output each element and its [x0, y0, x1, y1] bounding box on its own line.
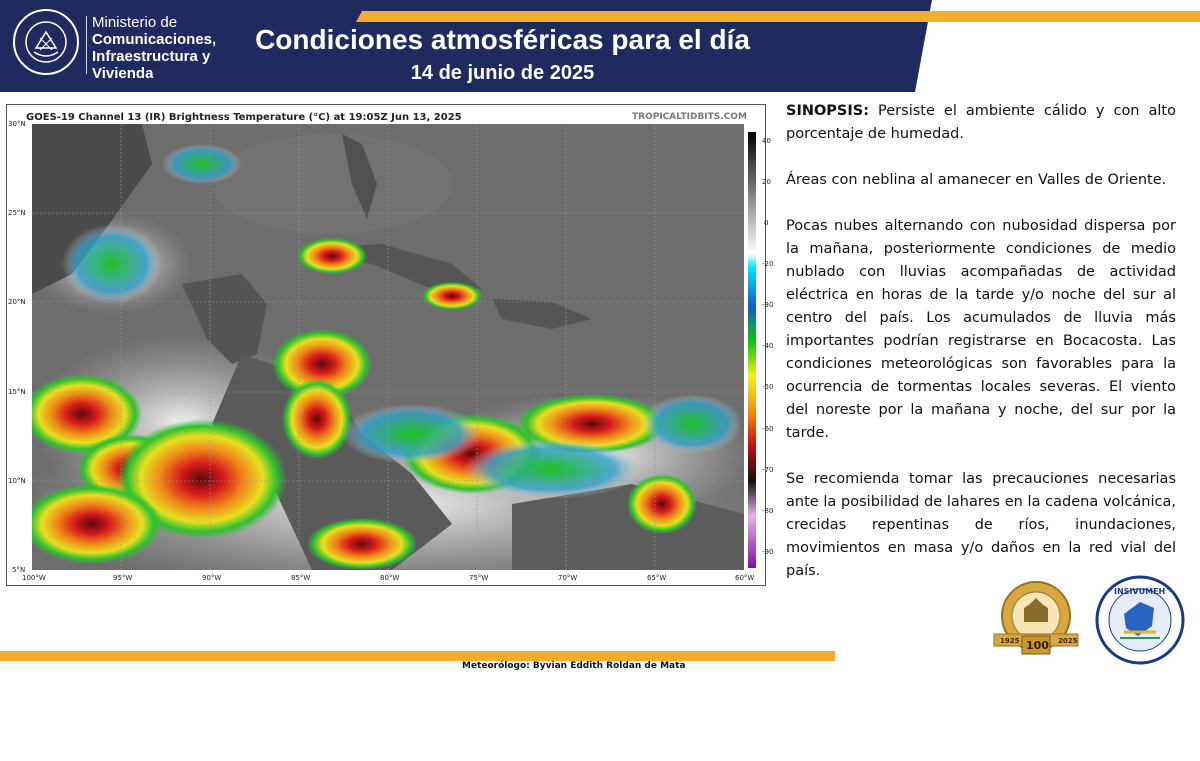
scale-label: -70	[762, 466, 774, 474]
government-seal	[12, 8, 80, 76]
scale-label: 40	[762, 137, 771, 145]
lon-label: 80°W	[380, 574, 400, 582]
lon-label: 75°W	[469, 574, 489, 582]
lat-label: 15°N	[8, 388, 26, 396]
page-title: Condiciones atmosféricas para el día	[255, 24, 750, 55]
scale-label: 0	[764, 219, 769, 227]
lon-label: 95°W	[113, 574, 133, 582]
scale-label: -20	[762, 260, 774, 268]
synopsis-paragraph	[786, 100, 1176, 146]
scale-label: -90	[762, 548, 774, 556]
insivumeh-name: INSIVUMEH	[1114, 587, 1166, 596]
header-banner	[0, 0, 1200, 92]
lat-label: 20°N	[8, 298, 26, 306]
synopsis-body: Persiste el ambiente cálido y con alto porcentaje de humedad.	[786, 103, 1176, 142]
lat-label: 25°N	[8, 209, 26, 217]
temperature-color-scale	[748, 132, 756, 568]
scale-label: -80	[762, 507, 774, 515]
scale-label: 20	[762, 178, 771, 186]
ministry-line-4: Vivienda	[92, 65, 154, 82]
header-separator	[86, 16, 87, 74]
satellite-map-source: TROPICALTIDBITS.COM	[632, 112, 747, 122]
insivumeh-logo	[1094, 574, 1186, 666]
observatorio-100-logo	[988, 578, 1084, 662]
meteorologist-credit: Meteorólogo: Byvian Eddith Roldan de Mata	[462, 661, 686, 671]
lat-label: 5°N	[12, 566, 26, 574]
lon-label: 60°W	[735, 574, 755, 582]
ministry-name	[92, 14, 216, 82]
scale-label: -60	[762, 425, 774, 433]
scale-label: -30	[762, 301, 774, 309]
lat-label: 30°N	[8, 120, 26, 128]
logo1-year-left: 1925	[1000, 637, 1020, 645]
ministry-line-2: Comunicaciones,	[92, 31, 217, 48]
recommendation-paragraph: Se recomienda tomar las precauciones necesarias ante la posibilidad de lahares en la cadena volcánica, crecidas repentinas de ríos, inundaciones, movimientos en masa y/o daños en la red vial del país.	[786, 471, 1176, 579]
lon-label: 65°W	[647, 574, 667, 582]
forecast-text	[786, 100, 1176, 606]
satellite-map-image	[32, 124, 744, 570]
logo1-badge: 100	[1026, 639, 1049, 652]
ministry-line-3: Infraestructura y	[92, 48, 211, 65]
lon-label: 85°W	[291, 574, 311, 582]
cloudiness-paragraph: Pocas nubes alternando con nubosidad dispersa por la mañana, posteriormente condiciones de medio nublado con lluvias acompañadas de actividad eléctrica en horas de la tarde y/o noche del sur al centro del país. Los acumulados de lluvia más importantes podrían registrarse en Bocacosta. Las condiciones meteorológicas son favorables para la ocurrencia de tormentas locales severas. El viento del noreste por la mañana y noche, del sur por la tarde.	[786, 218, 1176, 441]
lon-label: 90°W	[202, 574, 222, 582]
scale-label: -50	[762, 383, 774, 391]
lat-label: 10°N	[8, 477, 26, 485]
fog-paragraph: Áreas con neblina al amanecer en Valles de Oriente.	[786, 172, 1167, 188]
lon-label: 70°W	[558, 574, 578, 582]
satellite-map-title: GOES-19 Channel 13 (IR) Brightness Temperature (°C) at 19:05Z Jun 13, 2025	[26, 112, 462, 123]
scale-label: -40	[762, 342, 774, 350]
ministry-line-1: Ministerio de	[92, 14, 178, 31]
synopsis-label: SINOPSIS:	[786, 103, 870, 119]
logo1-year-right: 2025	[1058, 637, 1078, 645]
lon-label: 100°W	[22, 574, 46, 582]
footer-bar	[0, 651, 835, 661]
page-date: 14 de junio de 2025	[410, 62, 595, 84]
